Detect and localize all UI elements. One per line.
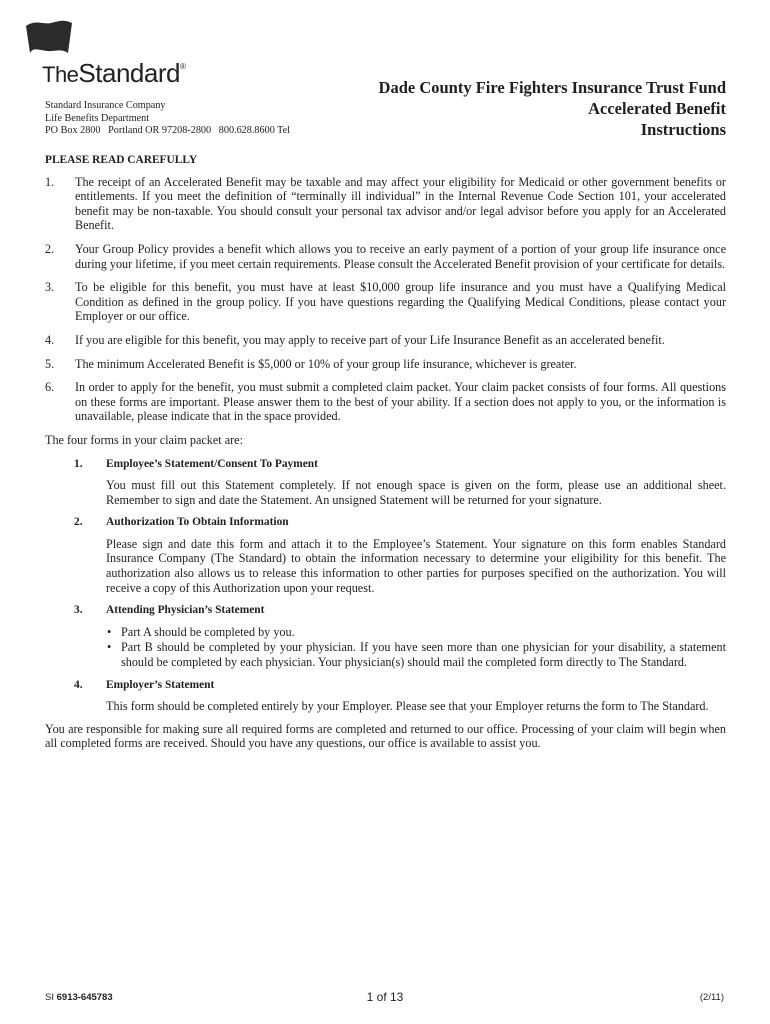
document-title-block <box>379 77 726 140</box>
bullet-text: Part A should be completed by you. <box>121 624 295 639</box>
bullet-text: Part B should be completed by your physician. If you have seen more than one physician for your disability, a statement should be completed by each physician. Your physician(s) should mail the completed form directly to The Standard. <box>121 640 726 670</box>
instruction-item-1 <box>45 175 726 233</box>
instruction-item-6 <box>45 380 726 424</box>
company-address: PO Box 2800 Portland OR 97208-2800 800.628.8600 Tel <box>45 125 291 137</box>
item-text: To be eligible for this benefit, you must have at least $10,000 group life insurance and you must have a Qualifying Medical Condition as defined in the group policy. If you have questions regarding the Qualifying Medical Conditions, please contact your Employer or our office. <box>75 280 726 324</box>
item-number: 1. <box>45 174 55 189</box>
revision-date: (2/11) <box>699 992 724 1003</box>
instruction-item-3 <box>45 280 726 324</box>
company-address-block <box>45 100 290 138</box>
instruction-item-2 <box>45 242 726 271</box>
item-text: The receipt of an Accelerated Benefit may be taxable and may affect your eligibility for Medicaid or other government benefits or entitlements. If you meet the definition of “terminally ill individual” in the Internal Revenue Code Section 101, your accelerated benefit may be non-taxable. You should consult your personal tax advisor and/or legal advisor before you apply for an Accelerated Benefit. <box>75 174 726 233</box>
form-number: 2. <box>74 516 83 529</box>
bullet-part-a <box>106 625 726 640</box>
form-employer-statement <box>45 678 726 714</box>
bullet-part-b <box>106 640 726 669</box>
bullet-icon: • <box>107 640 112 655</box>
form-number: 1. <box>74 457 83 470</box>
company-name: Standard Insurance Company <box>45 100 166 111</box>
instruction-item-5 <box>45 357 726 372</box>
item-text: The minimum Accelerated Benefit is $5,000 or 10% of your group life insurance, whichever is greater. <box>75 356 577 371</box>
form-title: Attending Physician’s Statement <box>106 604 265 617</box>
document-title-instructions: Instructions <box>640 120 726 139</box>
page-number: 1 of 13 <box>366 990 404 1004</box>
logo-the-text: The <box>42 62 79 87</box>
form-description: This form should be completed entirely by your Employer. Please see that your Employer returns the form to The Standard. <box>106 699 709 714</box>
department-name: Life Benefits Department <box>45 112 150 124</box>
instruction-item-4 <box>45 333 726 348</box>
logo-standard-text: Standard <box>78 58 180 88</box>
item-number: 5. <box>45 356 55 371</box>
form-title: Employee’s Statement/Consent To Payment <box>106 457 318 470</box>
bullet-icon: • <box>107 624 112 639</box>
physician-bullet-list <box>106 625 726 670</box>
logo-registered-mark: ® <box>179 62 186 71</box>
form-code-prefix: SI <box>45 992 54 1003</box>
item-number: 3. <box>45 280 55 295</box>
item-number: 4. <box>45 332 55 347</box>
form-attending-physician <box>45 603 726 669</box>
closing-paragraph: You are responsible for making sure all required forms are completed and returned to our office. Processing of your claim will begin when all completed forms are received. Should you have any questions, our office is available to assist you. <box>45 721 726 751</box>
form-number: 3. <box>74 604 83 617</box>
item-number: 2. <box>45 241 55 256</box>
form-code-number: 6913-645783 <box>56 992 113 1003</box>
standard-flag-logo-icon <box>24 20 74 54</box>
item-text: If you are eligible for this benefit, you may apply to receive part of your Life Insurance Benefit as an accelerated benefit. <box>75 332 665 347</box>
form-employee-statement <box>45 457 726 508</box>
document-title-benefit: Accelerated Benefit <box>588 99 726 118</box>
form-title: Employer’s Statement <box>106 678 215 691</box>
form-authorization <box>45 515 726 595</box>
item-text: In order to apply for the benefit, you must submit a completed claim packet. Your claim packet consists of four forms. All questions on these forms are important. Please answer them to the best of your ability. If a section does not apply to you, or the information is unavailable, please indicate that in the space provided. <box>75 380 726 424</box>
form-description: You must fill out this Statement completely. If not enough space is given on the form, please use an additional sheet. Remember to sign and date the Statement. An unsigned Statement will be returned for your signature. <box>106 478 726 507</box>
instructions-body <box>45 153 726 751</box>
form-number: 4. <box>74 678 83 691</box>
form-title: Authorization To Obtain Information <box>106 516 289 529</box>
forms-intro: The four forms in your claim packet are: <box>45 432 243 447</box>
document-title-fund: Dade County Fire Fighters Insurance Trust Fund <box>378 78 726 97</box>
item-number: 6. <box>45 380 55 395</box>
item-text: Your Group Policy provides a benefit which allows you to receive an early payment of a portion of your group life insurance once during your lifetime, if you meet certain requirements. Please consult the Accelerated Benefit provision of your certificate for details. <box>75 241 726 271</box>
the-standard-logo <box>42 58 186 89</box>
read-carefully-heading: PLEASE READ CAREFULLY <box>45 154 198 166</box>
form-description: Please sign and date this form and attach it to the Employee’s Statement. Your signature on this form enables Standard Insurance Company (The Standard) to obtain the information necessary to determine your eligibility for this benefit. The authorization also allows us to release this information to other parties for purposes specified on the authorization. You will receive a copy of this Authorization upon your request. <box>106 536 726 595</box>
